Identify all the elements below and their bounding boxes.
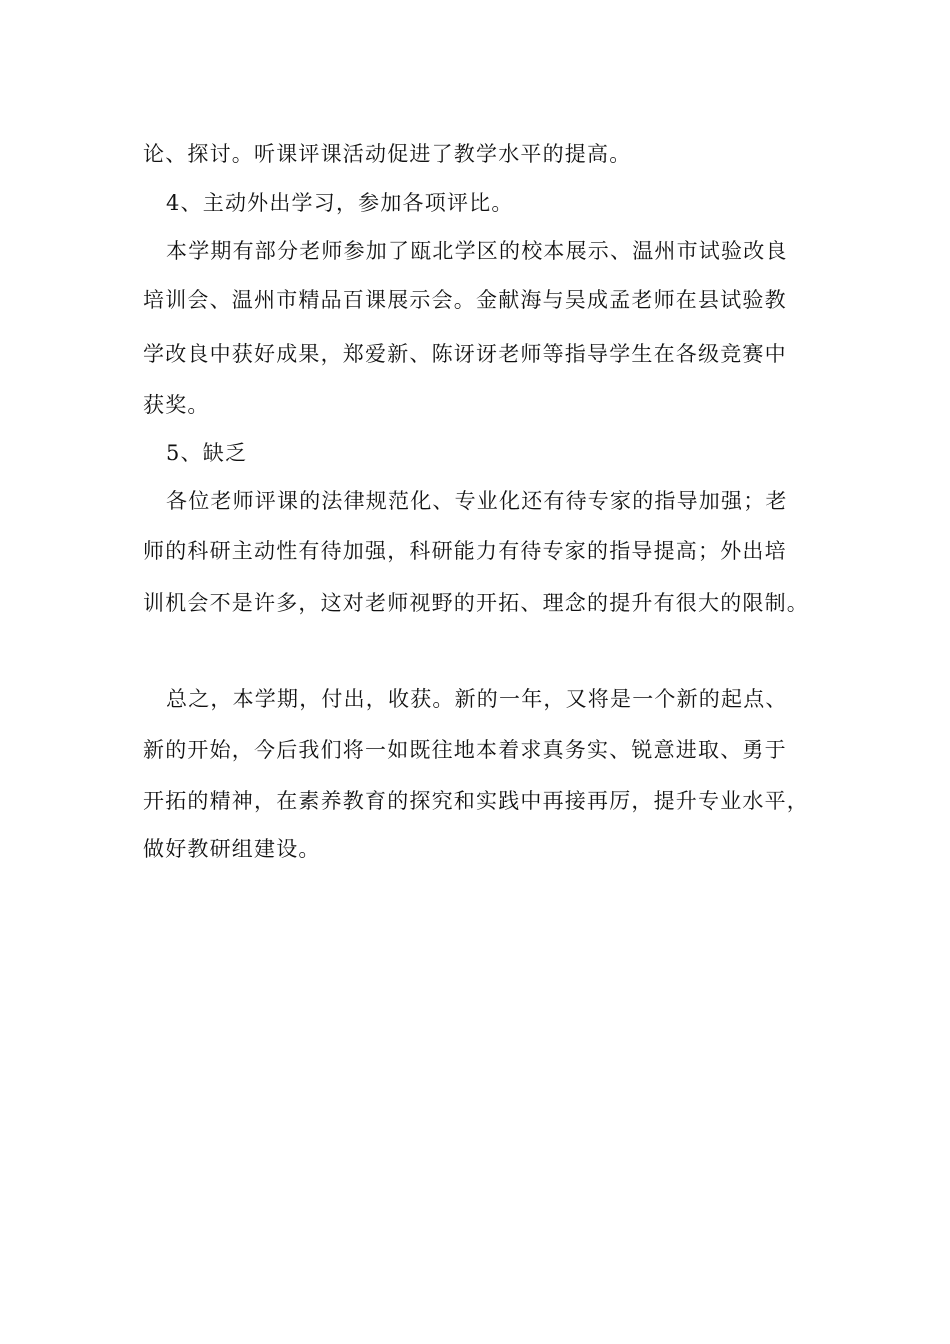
paragraph-line: 做好教研组建设。 bbox=[143, 837, 321, 861]
paragraph-line: 论、探讨。听课评课活动促进了教学水平的提高。 bbox=[143, 142, 632, 166]
paragraph-line: 本学期有部分老师参加了瓯北学区的校本展示、温州市试验改良 bbox=[166, 239, 788, 263]
paragraph-line: 新的开始，今后我们将一如既往地本着求真务实、锐意进取、勇于 bbox=[143, 738, 787, 762]
paragraph-line: 获奖。 bbox=[143, 393, 210, 417]
paragraph-line: 师的科研主动性有待加强，科研能力有待专家的指导提高；外出培 bbox=[143, 539, 787, 563]
paragraph-line: 开拓的精神，在素养教育的探究和实践中再接再厉，提升专业水平， bbox=[143, 789, 809, 813]
paragraph-line: 学改良中获好成果，郑爱新、陈讶讶老师等指导学生在各级竞赛中 bbox=[143, 342, 787, 366]
section-heading: 5、缺乏 bbox=[166, 441, 248, 465]
paragraph-line: 总之，本学期，付出，收获。新的一年，又将是一个新的起点、 bbox=[166, 687, 788, 711]
paragraph-line: 训机会不是许多，这对老师视野的开拓、理念的提升有很大的限制。 bbox=[143, 591, 809, 615]
paragraph-line: 培训会、温州市精品百课展示会。金献海与吴成孟老师在县试验教 bbox=[143, 288, 787, 312]
paragraph-line: 各位老师评课的法律规范化、专业化还有待专家的指导加强；老 bbox=[166, 489, 788, 513]
section-heading: 4、主动外出学习，参加各项评比。 bbox=[166, 191, 514, 215]
